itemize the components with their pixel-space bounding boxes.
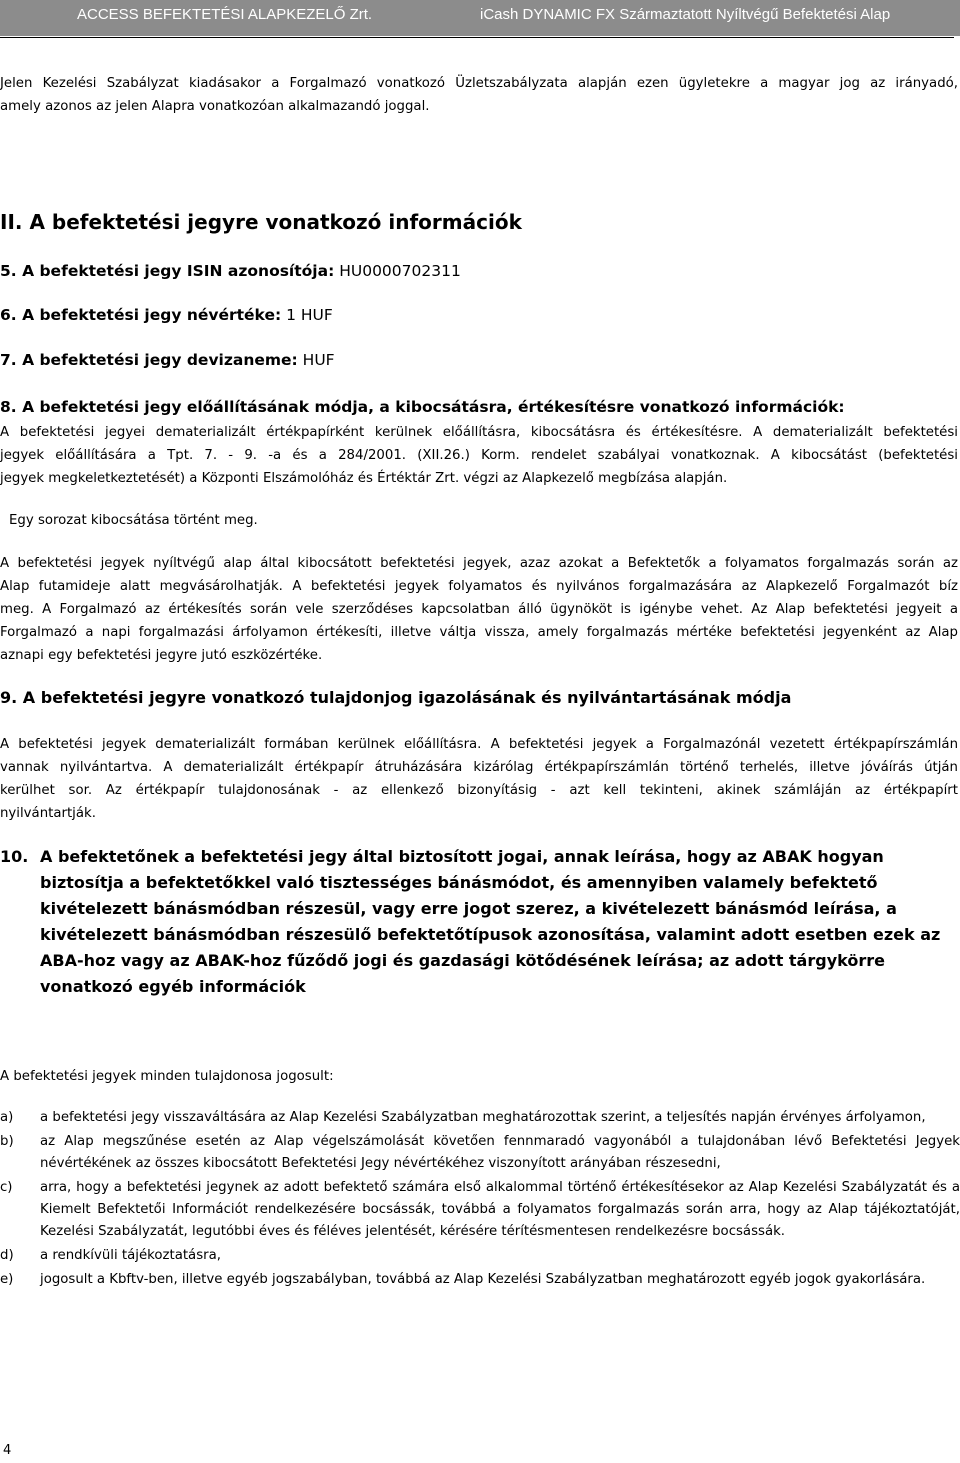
header-divider (0, 37, 954, 38)
item8-para-4: Forgalmazó a napi forgalmazási árfolyamon értékesíti, illetve váltja vissza, amely forgalmazás mértéke befektetési jegyenként az Alap (0, 625, 958, 640)
item9-line-2: vannak nyilvántartva. A dematerializált értékpapír átruházására kizárólag értékpapírszámlán történő terhelés, illetve jóváírás útján (0, 760, 958, 775)
list-item-text: jogosult a Kbftv-ben, illetve egyéb jogszabályban, továbbá az Alap Kezelési Szabályzatban meghatározott egyéb jogok gyakorlására. (40, 1272, 926, 1287)
item8-line-3: jegyek megkeletkeztetését) a Központi Elszámolóház és Értéktár Zrt. végzi az Alapkezelő megbízása alapján. (0, 471, 728, 486)
header-fund-name: iCash DYNAMIC FX Származtatott Nyíltvégű Befektetési Alap (480, 6, 891, 23)
list-item-text: a rendkívüli tájékoztatásra, (40, 1248, 221, 1263)
list-item-text: a befektetési jegy visszaváltására az Alap Kezelési Szabályzatban meghatározottak szerint, a teljesítés napján érvényes árfolyamon, (40, 1110, 926, 1125)
item8-title: 8. A befektetési jegy előállításának módja, a kibocsátásra, értékesítésre vonatkozó információk: (0, 398, 845, 416)
item8-line-2: jegyek előállítására a Tpt. 7. - 9. -a és a 284/2001. (XII.26.) Korm. rendelet szabályai vonatkoznak. A kibocsátást (befektetési (0, 448, 958, 463)
item8-para-1: A befektetési jegyek nyíltvégű alap által kibocsátott befektetési jegyek, azaz azokat a Befektetők a folyamatos forgalmazás során az (0, 556, 958, 571)
intro-line-1: Jelen Kezelési Szabályzat kiadásakor a Forgalmazó vonatkozó Üzletszabályzata alapján ezen ügyletekre a magyar jog az irányadó, (0, 76, 958, 91)
item9-title: 9. A befektetési jegyre vonatkozó tulajdonjog igazolásának és nyilvántartásának módja (0, 688, 792, 707)
rights-list-item (0, 1269, 960, 1291)
item8-para-2: Alap futamideje alatt megvásárolhatják. A befektetési jegyek folyamatos és nyilvános forgalmazására az Alapkezelő Forgalmazót bíz (0, 579, 958, 594)
list-marker: a) (0, 1110, 14, 1125)
running-header (0, 0, 960, 36)
list-marker: c) (0, 1180, 13, 1195)
item10-number: 10. (0, 847, 29, 866)
list-marker: e) (0, 1272, 14, 1287)
item9-line-3: kerülhet sor. Az értékpapír tulajdonosának - az ellenkező bizonyításig - azt kell tekinteni, akinek számláján az értékpapírt (0, 783, 958, 798)
isin-line (0, 262, 461, 280)
item10-title: A befektetőnek a befektetési jegy által biztosított jogai, annak leírása, hogy az ABAK hogyan biztosítja a befektetőkkel való tisztességes bánásmódot, és amennyiben valamely befektető kivételezett bánásmódban részesül, vagy erre jogot szerez, a kivételezett bánásmód leírása, a kivételezett bánásmódban részesülő befektetőtípusok azonosítása, valamint adott esetben ezek az ABA-hoz vagy az ABAK-hoz fűződő jogi és gazdasági kötődésének leírása; az adott tárgykörre vonatkozó egyéb információk (40, 847, 941, 996)
nominal-line (0, 306, 333, 324)
rights-list-item (0, 1107, 960, 1129)
isin-value: HU0000702311 (334, 262, 461, 280)
series-note: Egy sorozat kibocsátása történt meg. (9, 513, 258, 528)
currency-line (0, 351, 335, 369)
item9-line-4: nyilvántartják. (0, 806, 96, 821)
nominal-value: 1 HUF (281, 306, 333, 324)
item9-line-1: A befektetési jegyek dematerializált formában kerülnek előállításra. A befektetési jegyek a Forgalmazónál vezetett értékpapírszámlán (0, 737, 958, 752)
intro-line-2: amely azonos az jelen Alapra vonatkozóan alkalmazandó joggal. (0, 99, 430, 114)
list-marker: b) (0, 1134, 14, 1149)
rights-list-item (0, 1131, 960, 1175)
section-title-ii: II. A befektetési jegyre vonatkozó információk (0, 210, 522, 234)
list-marker: d) (0, 1248, 14, 1263)
item8-para-5: aznapi egy befektetési jegyre jutó eszközértéke. (0, 648, 323, 663)
rights-list (0, 1107, 960, 1293)
rights-list-item (0, 1177, 960, 1243)
item8-para-3: meg. A Forgalmazó az értékesítés során vele szerződéses kapcsolatban álló ügynököt is igénybe vehet. Az Alap befektetési jegyeit a (0, 602, 958, 617)
rights-intro: A befektetési jegyek minden tulajdonosa jogosult: (0, 1069, 334, 1084)
list-item-text: arra, hogy a befektetési jegynek az adott befektető számára első alkalommal történő értékesítésekor az Alap Kezelési Szabályzatát és a Kiemelt Befektetői Információt rendelkezésére bocsássák, továbbá a folyamatos forgalmazás során arra, hogy az Alap tájékoztatóját, Kezelési Szabályzatát, legutóbbi éves és féléves jelentését, kérésére térítésmentesen rendelkezésre bocsássák. (40, 1180, 960, 1239)
currency-label: 7. A befektetési jegy devizaneme: (0, 351, 298, 369)
isin-label: 5. A befektetési jegy ISIN azonosítója: (0, 262, 335, 280)
currency-value: HUF (297, 351, 335, 369)
list-item-text: az Alap megszűnése esetén az Alap végelszámolását követően fennmaradó vagyonából a tulajdonában lévő Befektetési Jegyek névértékének az összes kibocsátott Befektetési Jegy névértékéhez viszonyított arányában részesedni, (40, 1134, 960, 1171)
rights-list-item (0, 1245, 960, 1267)
page-number: 4 (3, 1443, 12, 1458)
nominal-label: 6. A befektetési jegy névértéke: (0, 306, 282, 324)
header-company: ACCESS BEFEKTETÉSI ALAPKEZELŐ Zrt. (77, 6, 373, 23)
item8-line-1: A befektetési jegyei dematerializált értékpapírként kerülnek előállításra, kibocsátásra és értékesítésre. A dematerializált befektetési (0, 425, 958, 440)
